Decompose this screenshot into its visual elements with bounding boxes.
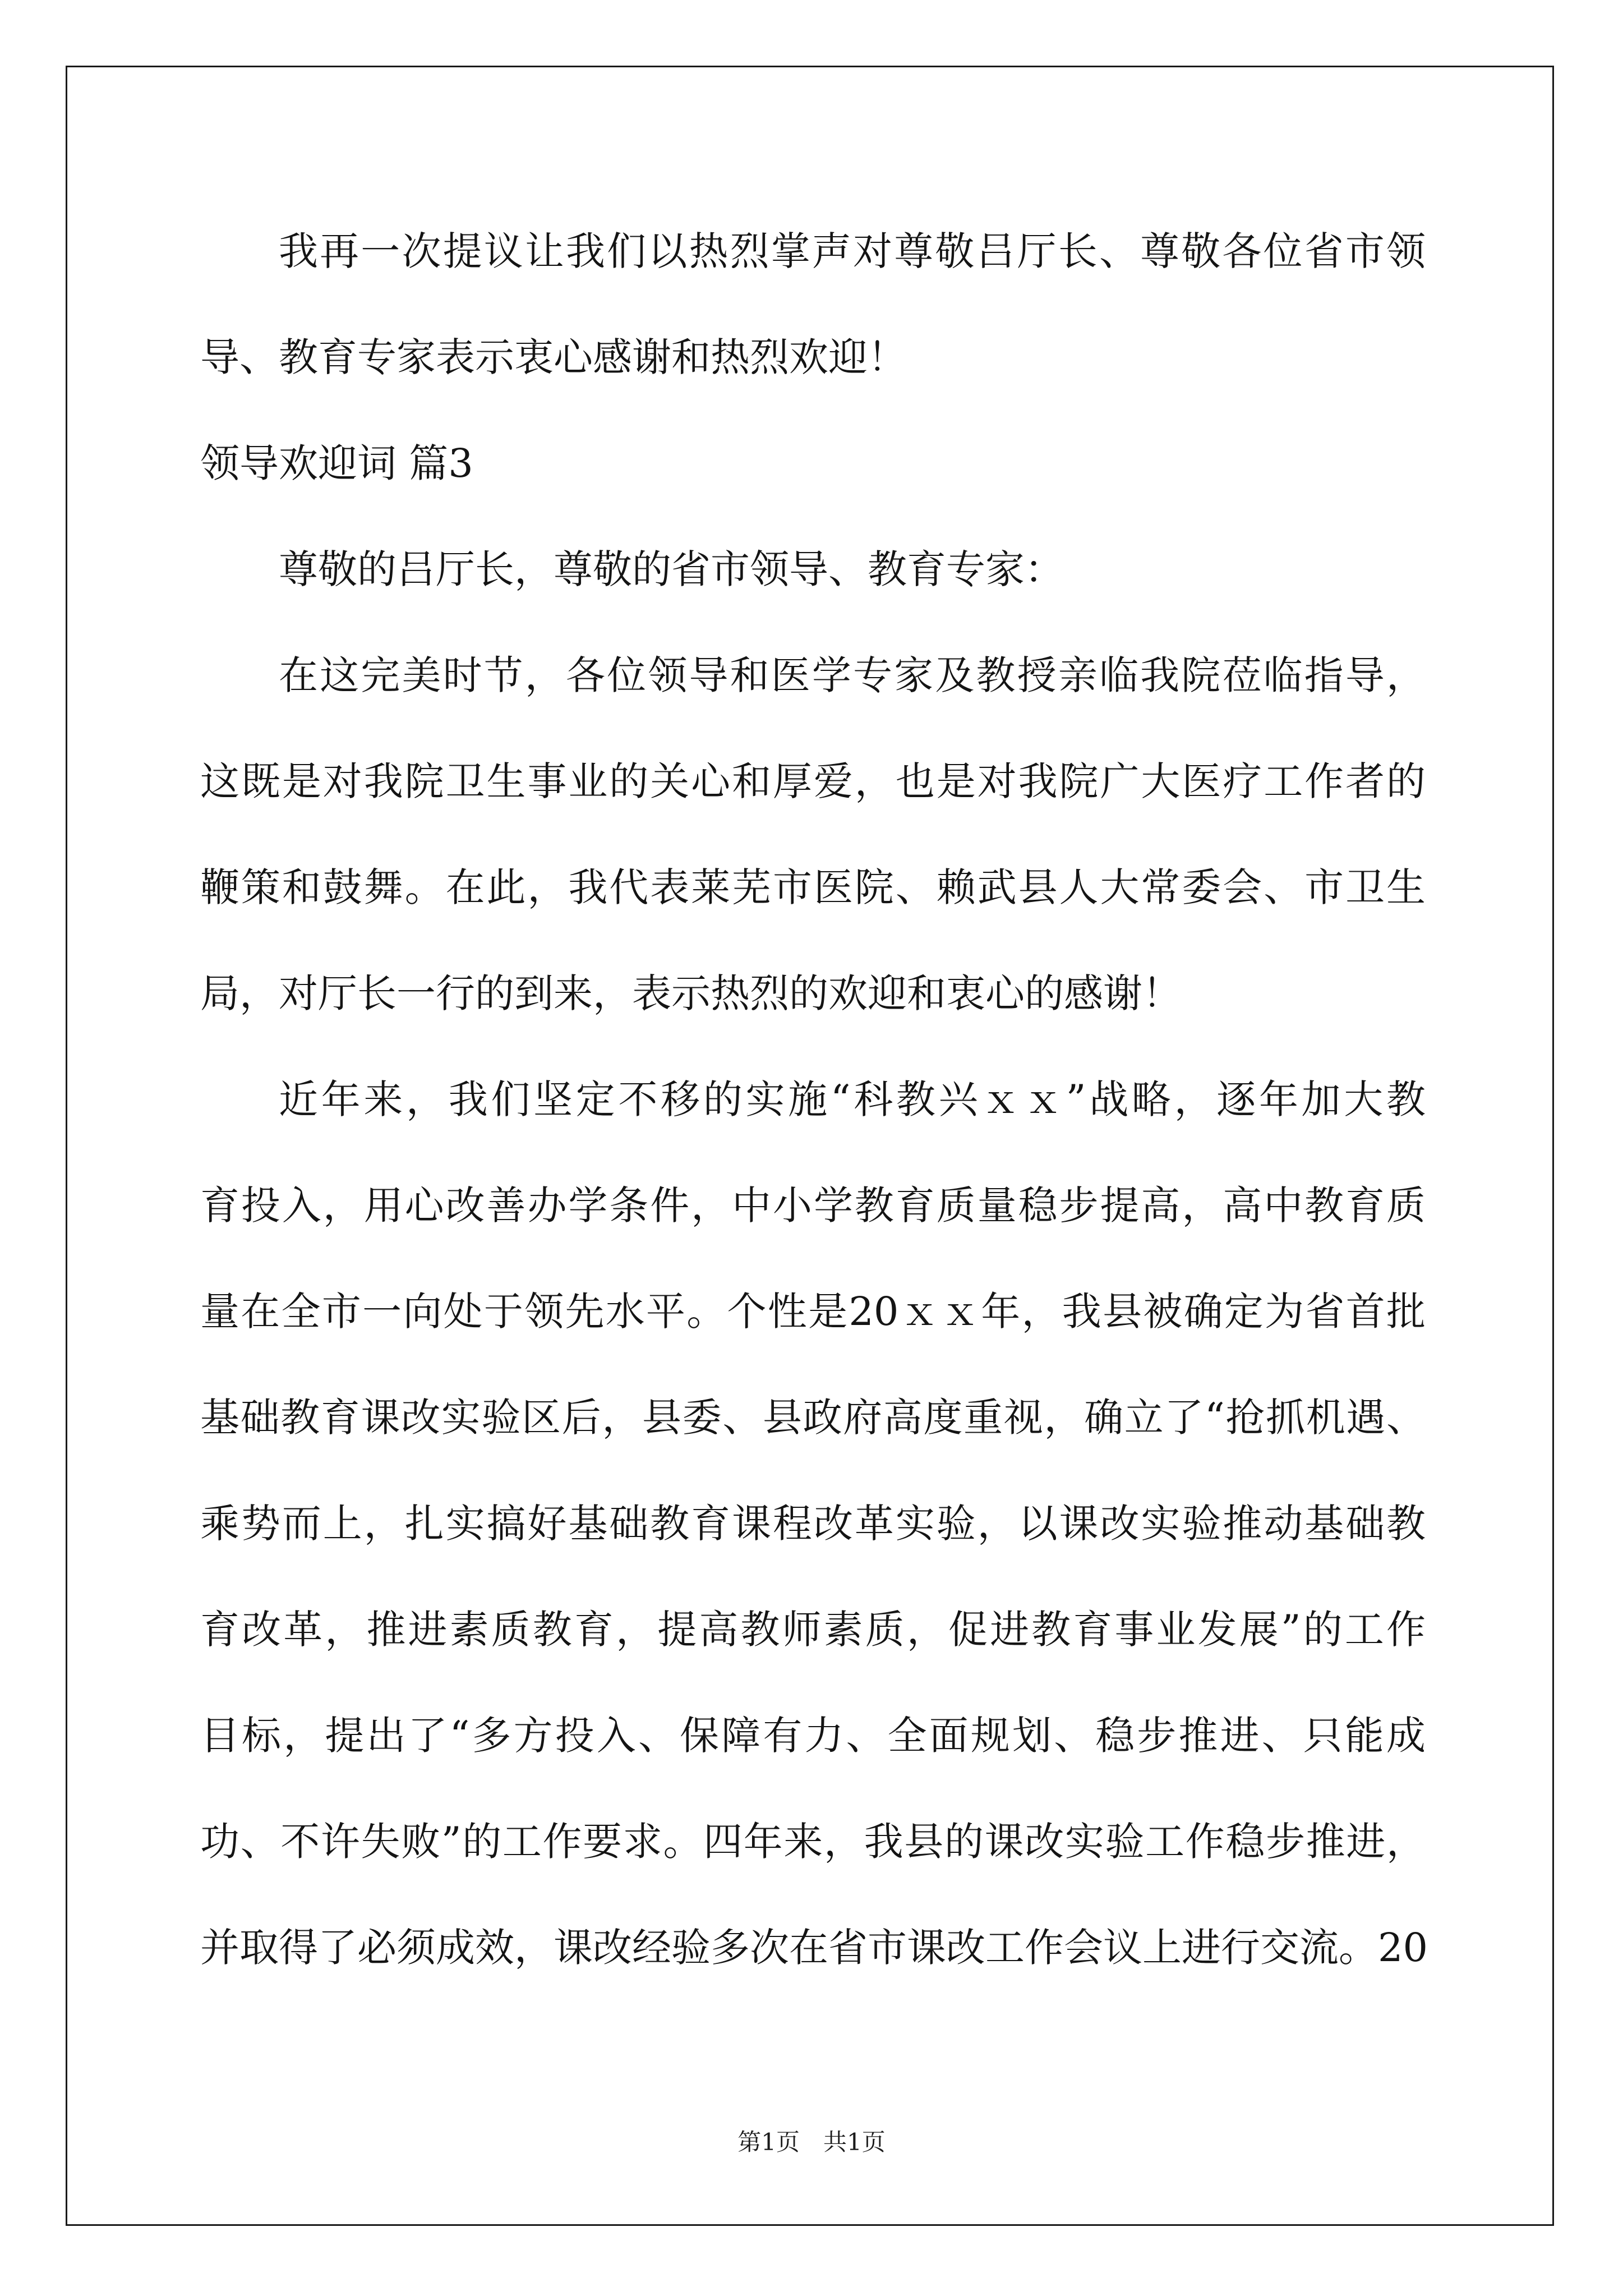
text-line: 目标，提出了“多方投入、保障有力、全面规划、稳步推进、只能成 xyxy=(200,1713,1426,1759)
paragraph xyxy=(200,199,1426,411)
paragraph xyxy=(200,623,1426,1047)
document-body xyxy=(200,199,1426,2001)
text-line: 这既是对我院卫生事业的关心和厚爱，也是对我院广大医疗工作者的 xyxy=(200,758,1426,804)
salutation: 尊敬的吕厅长，尊敬的省市领导、教育专家： xyxy=(279,546,1064,592)
text-line: 量在全市一向处于领先水平。个性是20ｘｘ年，我县被确定为省首批 xyxy=(200,1289,1426,1335)
text-line: 近年来，我们坚定不移的实施“科教兴ｘｘ”战略，逐年加大教 xyxy=(279,1076,1426,1122)
text-line: 育投入，用心改善办学条件，中小学教育质量稳步提高，高中教育质 xyxy=(200,1182,1426,1228)
text-line: 基础教育课改实验区后，县委、县政府高度重视，确立了“抢抓机遇、 xyxy=(200,1395,1426,1441)
paragraph xyxy=(200,1047,1426,2001)
page-number-footer: 第1页 共1页 xyxy=(737,2128,886,2156)
text-line: 我再一次提议让我们以热烈掌声对尊敬吕厅长、尊敬各位省市领 xyxy=(279,228,1426,274)
text-line: 乘势而上，扎实搞好基础教育课程改革实验，以课改实验推动基础教 xyxy=(200,1501,1426,1547)
text-line: 育改革，推进素质教育，提高教师素质，促进教育事业发展”的工作 xyxy=(200,1607,1426,1653)
text-line: 局，对厅长一行的到来，表示热烈的欢迎和衷心的感谢！ xyxy=(200,970,1182,1016)
text-line: 导、教育专家表示衷心感谢和热烈欢迎！ xyxy=(200,334,907,380)
text-line: 并取得了必须成效，课改经验多次在省市课改工作会议上进行交流。20 xyxy=(200,1925,1428,1971)
text-line: 在这完美时节，各位领导和医学专家及教授亲临我院莅临指导， xyxy=(279,652,1426,698)
section-heading: 领导欢迎词 篇3 xyxy=(200,440,473,486)
text-line: 鞭策和鼓舞。在此，我代表莱芜市医院、赖武县人大常委会、市卫生 xyxy=(200,864,1426,910)
text-line: 功、不许失败”的工作要求。四年来，我县的课改实验工作稳步推进， xyxy=(200,1819,1426,1865)
